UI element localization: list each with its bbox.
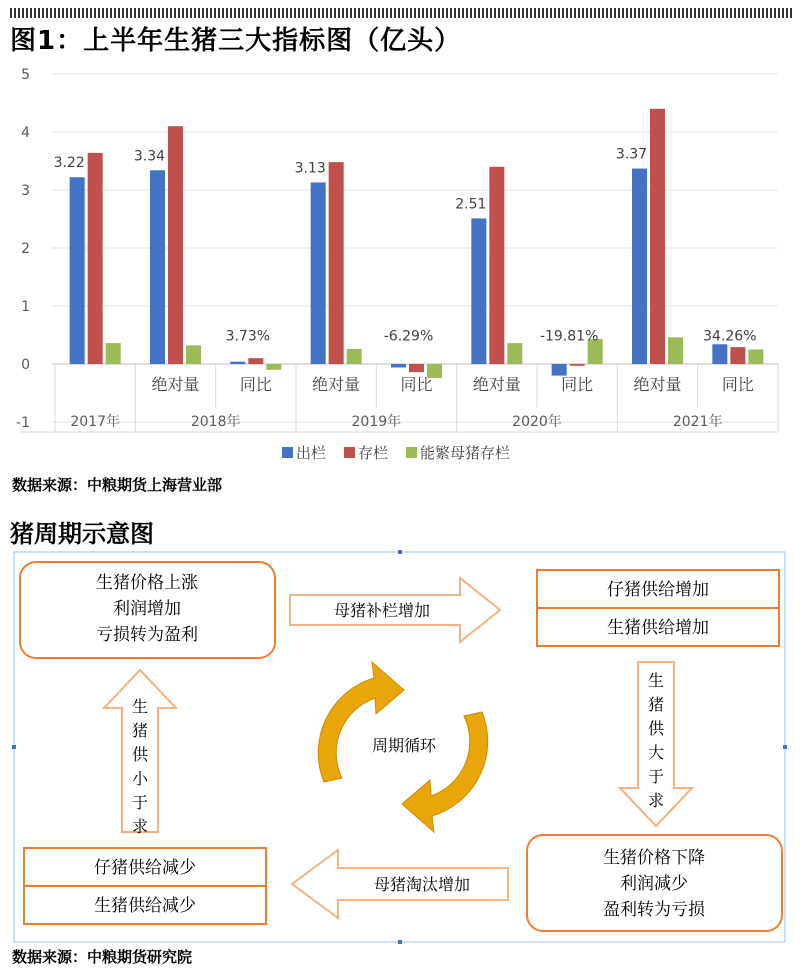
price-fall-line3: 盈利转为亏损 (603, 900, 705, 920)
frame-handle (783, 745, 787, 749)
bar-能繁母猪存栏 (266, 364, 281, 370)
bar-出栏 (471, 218, 486, 364)
data-label: 3.34 (133, 148, 166, 165)
legend-label: 出栏 (296, 444, 327, 462)
sow-cull-label: 母猪淘汰增加 (373, 875, 471, 894)
x-sub-label: 绝对量 (151, 375, 200, 395)
bar-存栏 (329, 162, 344, 364)
chart-source: 数据来源：中粮期货上海营业部 (12, 476, 223, 494)
frame-handle (398, 940, 402, 944)
x-year-label: 2017年 (70, 414, 120, 430)
price-rise-line2: 利润增加 (113, 599, 181, 619)
arrow-char: 供 (647, 719, 665, 738)
bar-存栏 (489, 167, 504, 364)
legend-swatch (282, 447, 293, 458)
bar-存栏 (409, 364, 424, 372)
bar-出栏 (632, 169, 647, 364)
bar-存栏 (88, 153, 103, 364)
arrow-char: 小 (131, 769, 149, 788)
bar-能繁母猪存栏 (186, 345, 201, 364)
bar-存栏 (650, 109, 665, 364)
piglet-supply-down-label: 仔猪供给减少 (94, 858, 196, 878)
bar-出栏 (230, 362, 245, 364)
data-label: 3.73% (225, 328, 271, 345)
bar-存栏 (168, 126, 183, 364)
legend-swatch (406, 447, 417, 458)
y-tick-label: 5 (21, 67, 30, 83)
header-stripe (10, 8, 792, 18)
piglet-supply-up-label: 仔猪供给增加 (607, 580, 709, 600)
data-label: 3.22 (53, 155, 85, 172)
bar-存栏 (730, 347, 745, 364)
diagram-source: 数据来源：中粮期货研究院 (12, 948, 193, 966)
legend-label: 能繁母猪存栏 (420, 444, 511, 462)
pig-supply-up-label: 生猪供给增加 (607, 618, 709, 638)
bar-能繁母猪存栏 (748, 350, 763, 365)
arrow-char: 生 (647, 671, 665, 690)
arrow-char: 猪 (647, 695, 665, 714)
bar-出栏 (70, 177, 85, 364)
y-tick-label: -1 (16, 415, 30, 431)
data-label: 34.26% (703, 328, 757, 345)
bar-能繁母猪存栏 (347, 349, 362, 364)
x-sub-label: 绝对量 (633, 375, 682, 395)
x-sub-label: 同比 (561, 375, 594, 395)
y-tick-label: 1 (21, 299, 30, 315)
pig-cycle-svg (12, 550, 787, 944)
y-tick-label: 0 (21, 357, 30, 373)
bar-存栏 (570, 364, 585, 366)
x-sub-label: 同比 (239, 375, 272, 395)
data-label: -19.81% (539, 328, 599, 345)
pig-supply-down-label: 生猪供给减少 (94, 896, 196, 916)
legend-swatch (344, 447, 355, 458)
bar-能繁母猪存栏 (507, 343, 522, 364)
price-rise-line3: 亏损转为盈利 (96, 625, 198, 645)
arrow-char: 求 (131, 817, 149, 836)
frame-handle (12, 745, 16, 749)
bar-出栏 (311, 182, 326, 364)
cycle-center-label: 周期循环 (371, 736, 437, 755)
x-sub-label: 绝对量 (312, 375, 361, 395)
bar-chart (0, 60, 800, 472)
arrow-char: 于 (131, 793, 149, 812)
pig-cycle-diagram (12, 550, 787, 944)
sow-restock-label: 母猪补栏增加 (333, 601, 431, 620)
y-tick-label: 4 (21, 125, 30, 141)
arrow-char: 求 (647, 791, 665, 810)
bar-出栏 (552, 364, 567, 376)
price-fall-line1: 生猪价格下降 (603, 848, 705, 868)
legend-label: 存栏 (358, 444, 389, 462)
data-label: 3.37 (615, 146, 648, 163)
frame-handle (398, 550, 402, 554)
x-year-label: 2020年 (512, 414, 562, 430)
bar-存栏 (248, 358, 263, 364)
bar-出栏 (712, 344, 727, 364)
chart-title: 图1：上半年生猪三大指标图（亿头） (10, 26, 462, 56)
section-title: 猪周期示意图 (10, 520, 154, 548)
price-fall-line2: 利润减少 (620, 874, 688, 894)
y-tick-label: 3 (21, 183, 30, 199)
x-sub-label: 同比 (400, 375, 433, 395)
arrow-char: 生 (131, 697, 149, 716)
x-sub-label: 绝对量 (472, 375, 521, 395)
arrow-char: 大 (647, 743, 665, 762)
arrow-char: 供 (131, 745, 149, 764)
data-label: 3.13 (294, 160, 326, 177)
data-label: -6.29% (383, 328, 434, 345)
y-tick-label: 2 (21, 241, 30, 257)
bar-能繁母猪存栏 (106, 343, 121, 364)
price-rise-line1: 生猪价格上涨 (96, 573, 198, 593)
bar-chart-svg (0, 60, 800, 472)
x-year-label: 2018年 (190, 414, 241, 430)
x-sub-label: 同比 (721, 375, 754, 395)
bar-能繁母猪存栏 (668, 337, 683, 364)
bar-出栏 (150, 170, 165, 364)
x-year-label: 2021年 (672, 414, 723, 430)
x-year-label: 2019年 (351, 414, 402, 430)
arrow-char: 猪 (131, 721, 149, 740)
bar-出栏 (391, 364, 406, 367)
data-label: 2.51 (455, 196, 487, 213)
arrow-char: 于 (647, 767, 665, 786)
